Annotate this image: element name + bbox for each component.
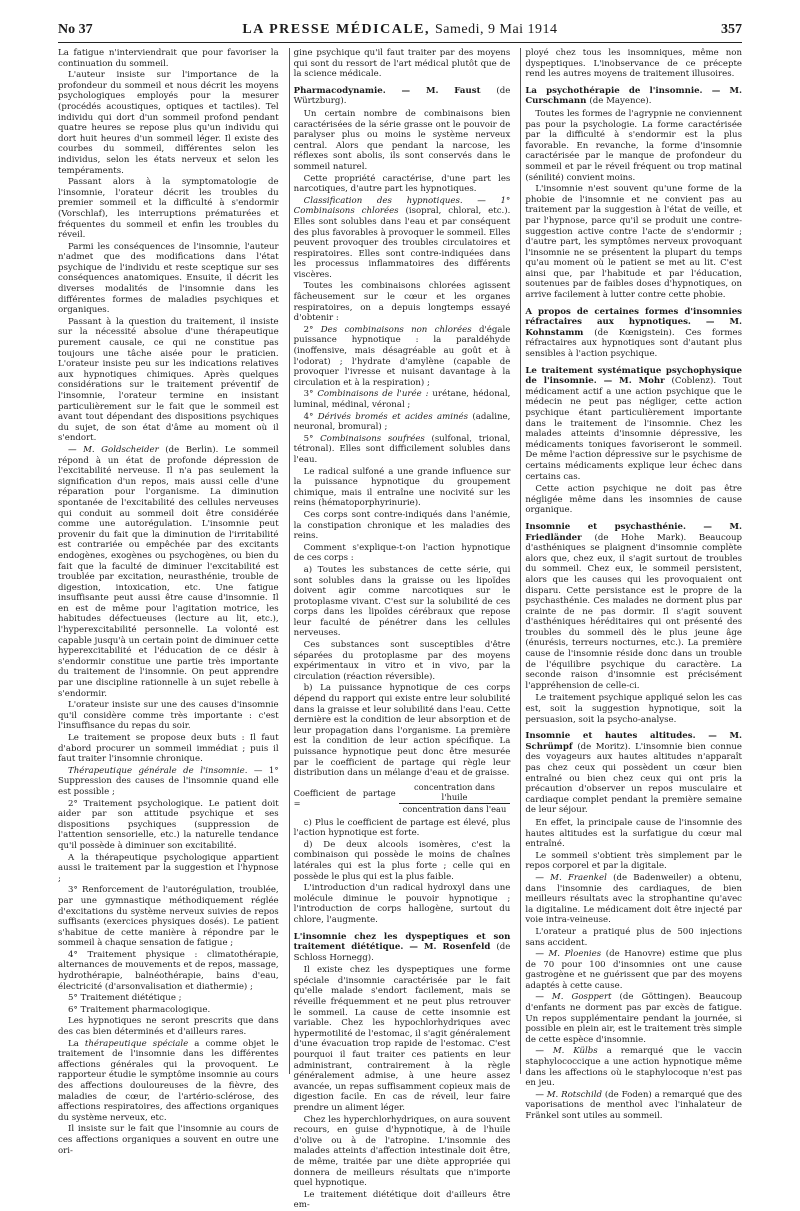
heading-rest: (de Würtzburg).	[293, 85, 511, 107]
paragraph-text: d'égale puissance hypnotique : la paraldéhyde (inoffensive, mais désagréable au goût et à l'odorat) ; l'hydrate d'amylène (capable de provoquer l'ivresse et nuisant davantage à la circulation et à la respiration) ;	[293, 324, 511, 388]
speaker-name: — M. Rotschild	[535, 1089, 602, 1100]
heading-rest: (de Schloss Hornegg).	[293, 942, 511, 963]
paragraph: 5° Traitement diététique ;	[68, 993, 182, 1004]
paragraph	[525, 873, 742, 926]
paragraph	[294, 196, 511, 281]
paragraph	[294, 434, 511, 466]
paragraph-text: urétane, hédonal, luminal, médinal, véronal ;	[293, 389, 511, 410]
paragraph-text: 2°	[303, 324, 314, 335]
paragraph: En effet, la principale cause de l'insomnie des hautes altitudes est la surfatigue du cœur mal entraîné.	[525, 817, 742, 850]
paragraph: a) Toutes les substances de cette série, qui sont solubles dans la graisse ou les lipoïdes doivent agir comme narcotiques sur le protoplasme vivant. C'est sur la solubilité de ces corps dans les lipoïdes cérébraux que repose leur faculté de pénétrer dans les cellules nerveuses.	[293, 564, 511, 639]
article-columns	[58, 48, 743, 1211]
paragraph	[294, 412, 511, 433]
italic-lead: Combinaisons de l'urée :	[317, 389, 429, 400]
heading-text: L'insomnie chez les dyspeptiques et son traitement diététique. — M. Rosenfeld	[293, 931, 511, 953]
speaker-name: — M. Külbs	[535, 1046, 598, 1057]
section-heading	[294, 932, 511, 964]
paragraph: Le traitement psychique appliqué selon les cas est, soit la suggestion hypnotique, soit la persuasion, soit la psycho-analyse.	[525, 693, 742, 725]
page-header	[58, 18, 742, 43]
paragraph: Un certain nombre de combinaisons bien caractérisées de la série grasse ont le pouvoir de paralyser plus ou moins le système nerveux central. Alors que pendant la narcose, les réflexes sont abolis, ils sont conservés dans le sommeil naturel.	[293, 108, 511, 172]
paragraph: 3° Renforcement de l'autorégulation, troublée, par une gymnastique méthodiquement réglée d'excitations du système nerveux suivies de repos suffisants (exercices physiques dosés). Le patient s'habitue de cette manière à répondre par le sommeil à chaque sensation de fatigue ;	[58, 885, 279, 949]
speaker-name: — M. Fraenkel	[535, 872, 607, 883]
paragraph	[58, 445, 279, 699]
paragraph: L'orateur insiste sur une des causes d'insomnie qu'il considère comme très importante : c'est l'insuffisance du repas du soir.	[58, 700, 279, 732]
paragraph-text: — 1° Suppression des causes de l'insomnie quand elle est possible ;	[58, 765, 279, 797]
paragraph: Ces corps sont contre-indiqués dans l'anémie, la constipation chronique et les maladies des reins.	[293, 509, 511, 542]
italic-lead: thérapeutique spéciale	[84, 1038, 189, 1049]
paragraph: d) De deux alcools isomères, c'est la combinaison qui possède le moins de chaînes latérales qui est la plus forte ; celle qui en possède le plus qui est la plus faible.	[293, 839, 511, 882]
column-1	[58, 48, 279, 1156]
paragraph-text: (de Hanovre) estime que plus de 70 pour 100 d'insomnies ont une cause gastrogène et ne guérissent que par des moyens adaptés à cette cause.	[525, 949, 742, 991]
paragraph: Chez les hyperchlorhydriques, on aura souvent recours, en guise d'hypnotique, à de l'huile d'olive ou à de l'atropine. L'insomnie des malades atteints d'affection intestinale doit être, de même, traitée par une diète appropriée qui donnera de meilleurs résultats que n'importe quel hypnotique.	[293, 1114, 511, 1189]
paragraph-text: (de Göttingen). Beaucoup d'enfants ne dorment pas par excès de fatigue. Un repos supplémentaire pendant la journée, si possible en plein air, est le traitement très simple de cette espèce d'insomnie.	[525, 992, 742, 1045]
paragraph: b) La puissance hypnotique de ces corps dépend du rapport qui existe entre leur solubilité dans la graisse et leur solubilité dans l'eau. Cette dernière est la condition de leur absorption et de leur propagation dans l'organisme. La première est la condition de leur action spécifique. La puissance hypnotique peut donc être mesurée par le coefficient de partage qui règle leur distribution dans un mélange d'eau et de graisse.	[293, 683, 511, 779]
paragraph: Passant alors à la symptomatologie de l'insomnie, l'orateur décrit les troubles du premier sommeil et la difficulté à s'endormir (Vorschlaf), les interruptions prématurées et fréquentes du sommeil et enfin les troubles du réveil.	[58, 177, 279, 241]
paragraph: ployé chez tous les insomniques, même non dyspeptiques. L'inobservance de ce précepte rend les autres moyens de traitement illusoires.	[525, 48, 742, 80]
italic-lead: Combinaisons soufrées	[320, 433, 425, 444]
paragraph	[525, 1090, 742, 1122]
paragraph: L'insomnie n'est souvent qu'une forme de la phobie de l'insomnie et ne convient pas au traitement par la suggestion à l'état de veille, et par l'hypnose, parce qu'il se produit une contre-suggestion active contre l'acte de s'endormir ; d'autre part, les symptômes nerveux provoquant l'insomnie ne se présentent la plupart du temps qu'au moment où le patient se met au lit. C'est ainsi que, par l'habitude et par l'éducation, soutenues par de faibles doses d'hypnotiques, on arrive facilement à lutter contre cette phobie.	[525, 184, 742, 301]
paragraph: Le sommeil s'obtient très simplement par le repos corporel et par la digitale.	[525, 850, 742, 872]
paragraph	[525, 1046, 742, 1088]
paragraph	[58, 1039, 279, 1124]
paragraph-text: 5°	[303, 433, 314, 444]
paragraph: Il insiste sur le fait que l'insomnie au cours de ces affections organiques a souvent en outre une ori-	[58, 1124, 279, 1156]
italic-lead: Thérapeutique générale de l'insomnie.	[68, 765, 248, 776]
italic-lead: Dérivés bromés et acides aminés	[317, 411, 469, 422]
paragraph-text: (isopral, chloral, etc.). Elles sont solubles dans l'eau et par conséquent des plus favorables à provoquer le sommeil. Elles peuvent provoquer des troubles circulatoires et respiratoires. Elles sont contre-indiquées dans les processus inflammatoires des différents viscères.	[293, 206, 511, 280]
paragraph-text: 4°	[303, 411, 314, 422]
heading-text: Le traitement systématique psychophysique de l'insomnie. — M. Mohr	[525, 365, 742, 387]
paragraph	[58, 766, 279, 798]
speaker-name: — M. Goldscheider	[68, 444, 159, 455]
paragraph: L'auteur insiste sur l'importance de la profondeur du sommeil et nous décrit les moyens psychologiques employés pour la mesurer (procédés acoustiques, optiques et tactiles). Tel individu qui dort d'un sommeil profond pendant quatre heures se repose plus qu'un individu qui dort huit heures d'un sommeil léger. Il existe des courbes du sommeil, différentes selon les individus, selon les états nerveux et selon les tempéraments.	[58, 70, 279, 176]
paragraph-text: a remarqué que le vaccin staphylococcique a une action hypnotique même dans les affections où le staphylocoque n'est pas en jeu.	[525, 1046, 743, 1089]
speaker-name: — M. Gosppert	[535, 992, 612, 1003]
issue-number: No 37	[58, 22, 93, 37]
formula-denominator: concentration dans l'eau	[402, 803, 507, 814]
paragraph: A la thérapeutique psychologique appartient aussi le traitement par la suggestion et l'hypnose ;	[58, 852, 279, 884]
paragraph-text: (sulfonal, trional, tétronal). Elles sont difficilement solubles dans l'eau.	[293, 433, 511, 465]
section-heading	[525, 731, 742, 816]
paragraph: Ces substances sont susceptibles d'être séparées du protoplasme par des moyens expérimentaux in vitro et in vivo, par la circulation (réaction réversible).	[293, 640, 511, 682]
heading-rest: (Coblenz). Tout médicament actif a une action psychique que le médecin ne peut pas négliger, cette action psychique étant particulièrement importante dans le traitement de l'insomnie. Chez les malades atteints d'insomnie dépressive, les médicaments toniques favoriseront le sommeil. De même l'action dépressive sur le psychisme de certains médicaments explique leur échec dans certains cas.	[525, 376, 743, 482]
column-3	[520, 48, 743, 1121]
heading-text: Insomnie et psychasthénie. — M. Friedländer	[525, 521, 742, 543]
paragraph-text: (de Berlin). Le sommeil répond à un état de profonde dépression de l'excitabilité nerveuse. Il n'a pas seulement la signification d'un repos, mais aussi celle d'une réparation pour l'organisme. La diminution spontanée de l'excitabilité des cellules nerveuses qui conduit au sommeil doit être considérée comme une autorégulation. L'insomnie peut provenir du fait que la diminution de l'irritabilité est contrariée ou empêchée par des excitants endogènes, exogènes ou psychogènes, ou bien du fait que la faculté de diminuer l'excitabilité est troublée par excitation, neurasthénie, trouble de digestion, intoxication, etc. Une fatigue insuffisante peut aussi être cause d'insomnie. Il en est de même pour l'agitation motrice, les habitudes défectueuses (lecture au lit, etc.), l'hyperexcitabilité personnelle. La volonté est capable jusqu'à un certain point de diminuer cette hyperexcitabilité et l'éducation de ce désir à s'endormir constitue une partie très importante du traitement de l'insomnie. On peut apprendre par une discipline rationnelle à un sujet rebelle à s'endormir.	[58, 444, 279, 699]
heading-rest: (de Mayence).	[589, 96, 652, 107]
paragraph	[294, 389, 511, 410]
paragraph: Passant à la question du traitement, il insiste sur la nécessité absolue d'une thérapeutique purement causale, ce qui ne constitue pas toujours une tâche aisée pour le praticien. L'orateur insiste peu sur les indications relatives aux hypnotiques chimiques. Après quelques considérations sur le traitement préventif de l'insomnie, l'orateur termine en insistant particulièrement sur le fait que le sommeil est avant tout dépendant des dispositions psychiques du sujet, de son état d'âme au moment où il s'endort.	[58, 316, 279, 444]
paragraph: 6° Traitement pharmacologique.	[68, 1004, 211, 1015]
italic-lead: Des combinaisons non chlorées	[320, 324, 472, 335]
paragraph-text: (adaline, neuronal, bromural) ;	[293, 411, 511, 433]
page-number: 357	[721, 22, 742, 37]
paragraph: Les hypnotiques ne seront prescrits que dans des cas bien déterminés et d'ailleurs rares.	[58, 1016, 279, 1038]
paragraph: Toutes les formes de l'agrypnie ne conviennent pas pour la psychologie. La forme caractérisée par la difficulté à s'endormir est la plus favorable. En revanche, la forme d'insomnie caractérisée par le manque de profondeur du sommeil et par le réveil fréquent ou trop matinal (sénilité) convient moins.	[525, 108, 742, 183]
speaker-name: — M. Ploenies	[535, 949, 602, 960]
partition-coefficient-formula	[294, 782, 511, 815]
paragraph: Il existe chez les dyspeptiques une forme spéciale d'insomnie caractérisée par le fait qu'elle malade s'endort facilement, mais se réveille fréquemment et ne peut plus retrouver le sommeil. La cause de cette insomnie est variable. Chez les hypochlorhydriques avec hypermotilité de l'estomac, il s'agit généralement d'une évacuation trop rapide de l'estomac. C'est pourquoi il faut traiter ces patients en leur administrant, contrairement à la règle généralement admise, à une heure assez avancée, un repas suffisamment copieux mais de digestion facile. En cas de réveil, leur faire prendre un aliment léger.	[293, 965, 511, 1113]
paragraph: gine psychique qu'il faut traiter par des moyens qui sont du ressort de l'art médical plutôt que de la science médicale.	[293, 48, 511, 80]
paragraph: Le traitement se propose deux buts : Il faut d'abord procurer un sommeil immédiat ; puis il faut traiter l'insomnie chronique.	[58, 733, 279, 765]
paragraph	[525, 949, 742, 991]
paragraph-text: (de Foden) a remarqué que des vaporisations de menthol avec l'inhalateur de Fränkel sont utiles au sommeil.	[525, 1089, 743, 1121]
formula-label: Coefficient de partage =	[293, 787, 396, 809]
section-heading	[525, 522, 742, 692]
paragraph	[294, 325, 511, 389]
paragraph: L'orateur a pratiqué plus de 500 injections sans accident.	[525, 926, 742, 948]
heading-text: A propos de certaines formes d'insomnies réfractaires aux hypnotiques. — M. Kohnstamm	[525, 306, 742, 338]
italic-lead: Classification des hypnotiques. — 1° Combinaisons chlorées	[293, 195, 511, 217]
paragraph: Cette propriété caractérise, d'une part les narcotiques, d'autre part les hypnotiques.	[293, 173, 511, 195]
paragraph: 2° Traitement psychologique. Le patient doit aider par son attitude psychique et ses dispositions psychiques (suppression de l'attention sensorielle, etc.) la naturelle tendance qu'il possède à diminuer son excitabilité.	[58, 798, 279, 851]
heading-text: La psychothérapie de l'insomnie. — M. Curschmann	[525, 85, 742, 107]
formula-numerator: concentration dans l'huile	[399, 782, 511, 804]
paragraph-text: a comme objet le traitement de l'insomnie dans les différentes affections générales qui la provoquent. Le rapporteur étudie le symptôme insomnie au cours des affections douloureuses de la fièvre, des maladies de cœur, de l'artério-sclérose, des affections respiratoires, des affections organiques du système nerveux, etc.	[58, 1038, 279, 1123]
paragraph: Comment s'explique-t-on l'action hypnotique de ces corps :	[293, 542, 511, 564]
column-2	[289, 48, 511, 1211]
paragraph-text: (de Badenweiler) a obtenu, dans l'insomnie des cardiaques, de bien meilleurs résultats avec la strophantine qu'avec la digitaline. Le médicament doit être injecté par voie intra-veineuse.	[525, 872, 742, 926]
paragraph-text: 3°	[303, 389, 314, 400]
heading-text: Pharmacodynamie. — M. Faust	[293, 85, 481, 96]
formula-fraction	[399, 782, 511, 815]
paragraph: Parmi les conséquences de l'insomnie, l'auteur n'admet que des modifications dans l'état psychique de l'individu et reste sceptique sur ses conséquences anatomiques. Ensuite, il décrit les diverses modalités de l'insomnie dans les différentes formes de maladies psychiques et organiques.	[58, 241, 279, 316]
paragraph: Le traitement diététique doit d'ailleurs être em-	[293, 1189, 511, 1211]
heading-text: Insomnie et hautes altitudes. — M. Schrümpf	[525, 731, 742, 752]
journal-name: LA PRESSE MÉDICALE,	[242, 22, 431, 37]
paragraph: La fatigue n'interviendrait que pour favoriser la continuation du sommeil.	[58, 48, 279, 69]
section-heading	[525, 86, 742, 107]
heading-rest: (de Moritz). L'insomnie bien connue des voyageurs aux hautes altitudes n'apparaît pas chez ceux qui possèdent un cœur bien entraîné ou bien chez ceux qui ont pris la précaution d'observer un repos musculaire et cardiaque complet pendant la première semaine de leur séjour.	[525, 741, 743, 816]
paragraph: c) Plus le coefficient de partage est élevé, plus l'action hypnotique est forte.	[293, 817, 511, 839]
heading-rest: (de Hohe Mark). Beaucoup d'asthéniques se plaignent d'insomnie complète alors que, chez eux, il s'agit surtout de troubles du sommeil. Chez eux, le sommeil persistent, alors que les causes qui les provoquaient ont disparu. Cette persistance est le propre de la psychasthénie. Ces malades ne dorment plus par crainte de ne pas dormir. Il s'agit souvent d'asthéniques héréditaires qui ont présenté des troubles du sommeil dès le plus jeune âge (énurésis, terreurs nocturnes, etc.). La première cause de l'insomnie réside donc dans un trouble de l'équilibre psychique du caractère. La seconde raison d'insomnie est précisément l'appréhension de celle-ci.	[525, 532, 742, 691]
section-heading	[525, 366, 742, 483]
section-heading	[294, 86, 511, 107]
paragraph: Toutes les combinaisons chlorées agissent fâcheusement sur le cœur et les organes respiratoires, on a depuis longtemps essayé d'obtenir :	[293, 281, 511, 324]
paragraph-text: La	[68, 1038, 79, 1049]
paragraph: L'introduction d'un radical hydroxyl dans une molécule diminue le pouvoir hypnotique ; l'introduction de corps hallogène, surtout du chlore, l'augmente.	[293, 883, 511, 925]
paragraph: Le radical sulfoné a une grande influence sur la puissance hypnotique du groupement chimique, mais il entraîne une nocivité sur les reins (hématoporphyrinurie).	[293, 466, 511, 509]
paragraph	[525, 992, 742, 1045]
paragraph: Cette action psychique ne doit pas être négligée même dans les insomnies de cause organique.	[525, 484, 742, 516]
heading-rest: (de Kœnigstein). Ces formes réfractaires aux hypnotiques sont d'autant plus sensibles à l'action psychique.	[525, 327, 742, 360]
section-heading	[525, 307, 742, 360]
paragraph: 4° Traitement physique : climatothérapie, alternances de mouvements et de repos, massage, hydrothérapie, balnéothérapie, bains d'eau, électricité (d'arsonvalisation et diathermie) ;	[58, 949, 279, 992]
journal-title	[158, 22, 642, 38]
issue-date: Samedi, 9 Mai 1914	[435, 22, 558, 37]
